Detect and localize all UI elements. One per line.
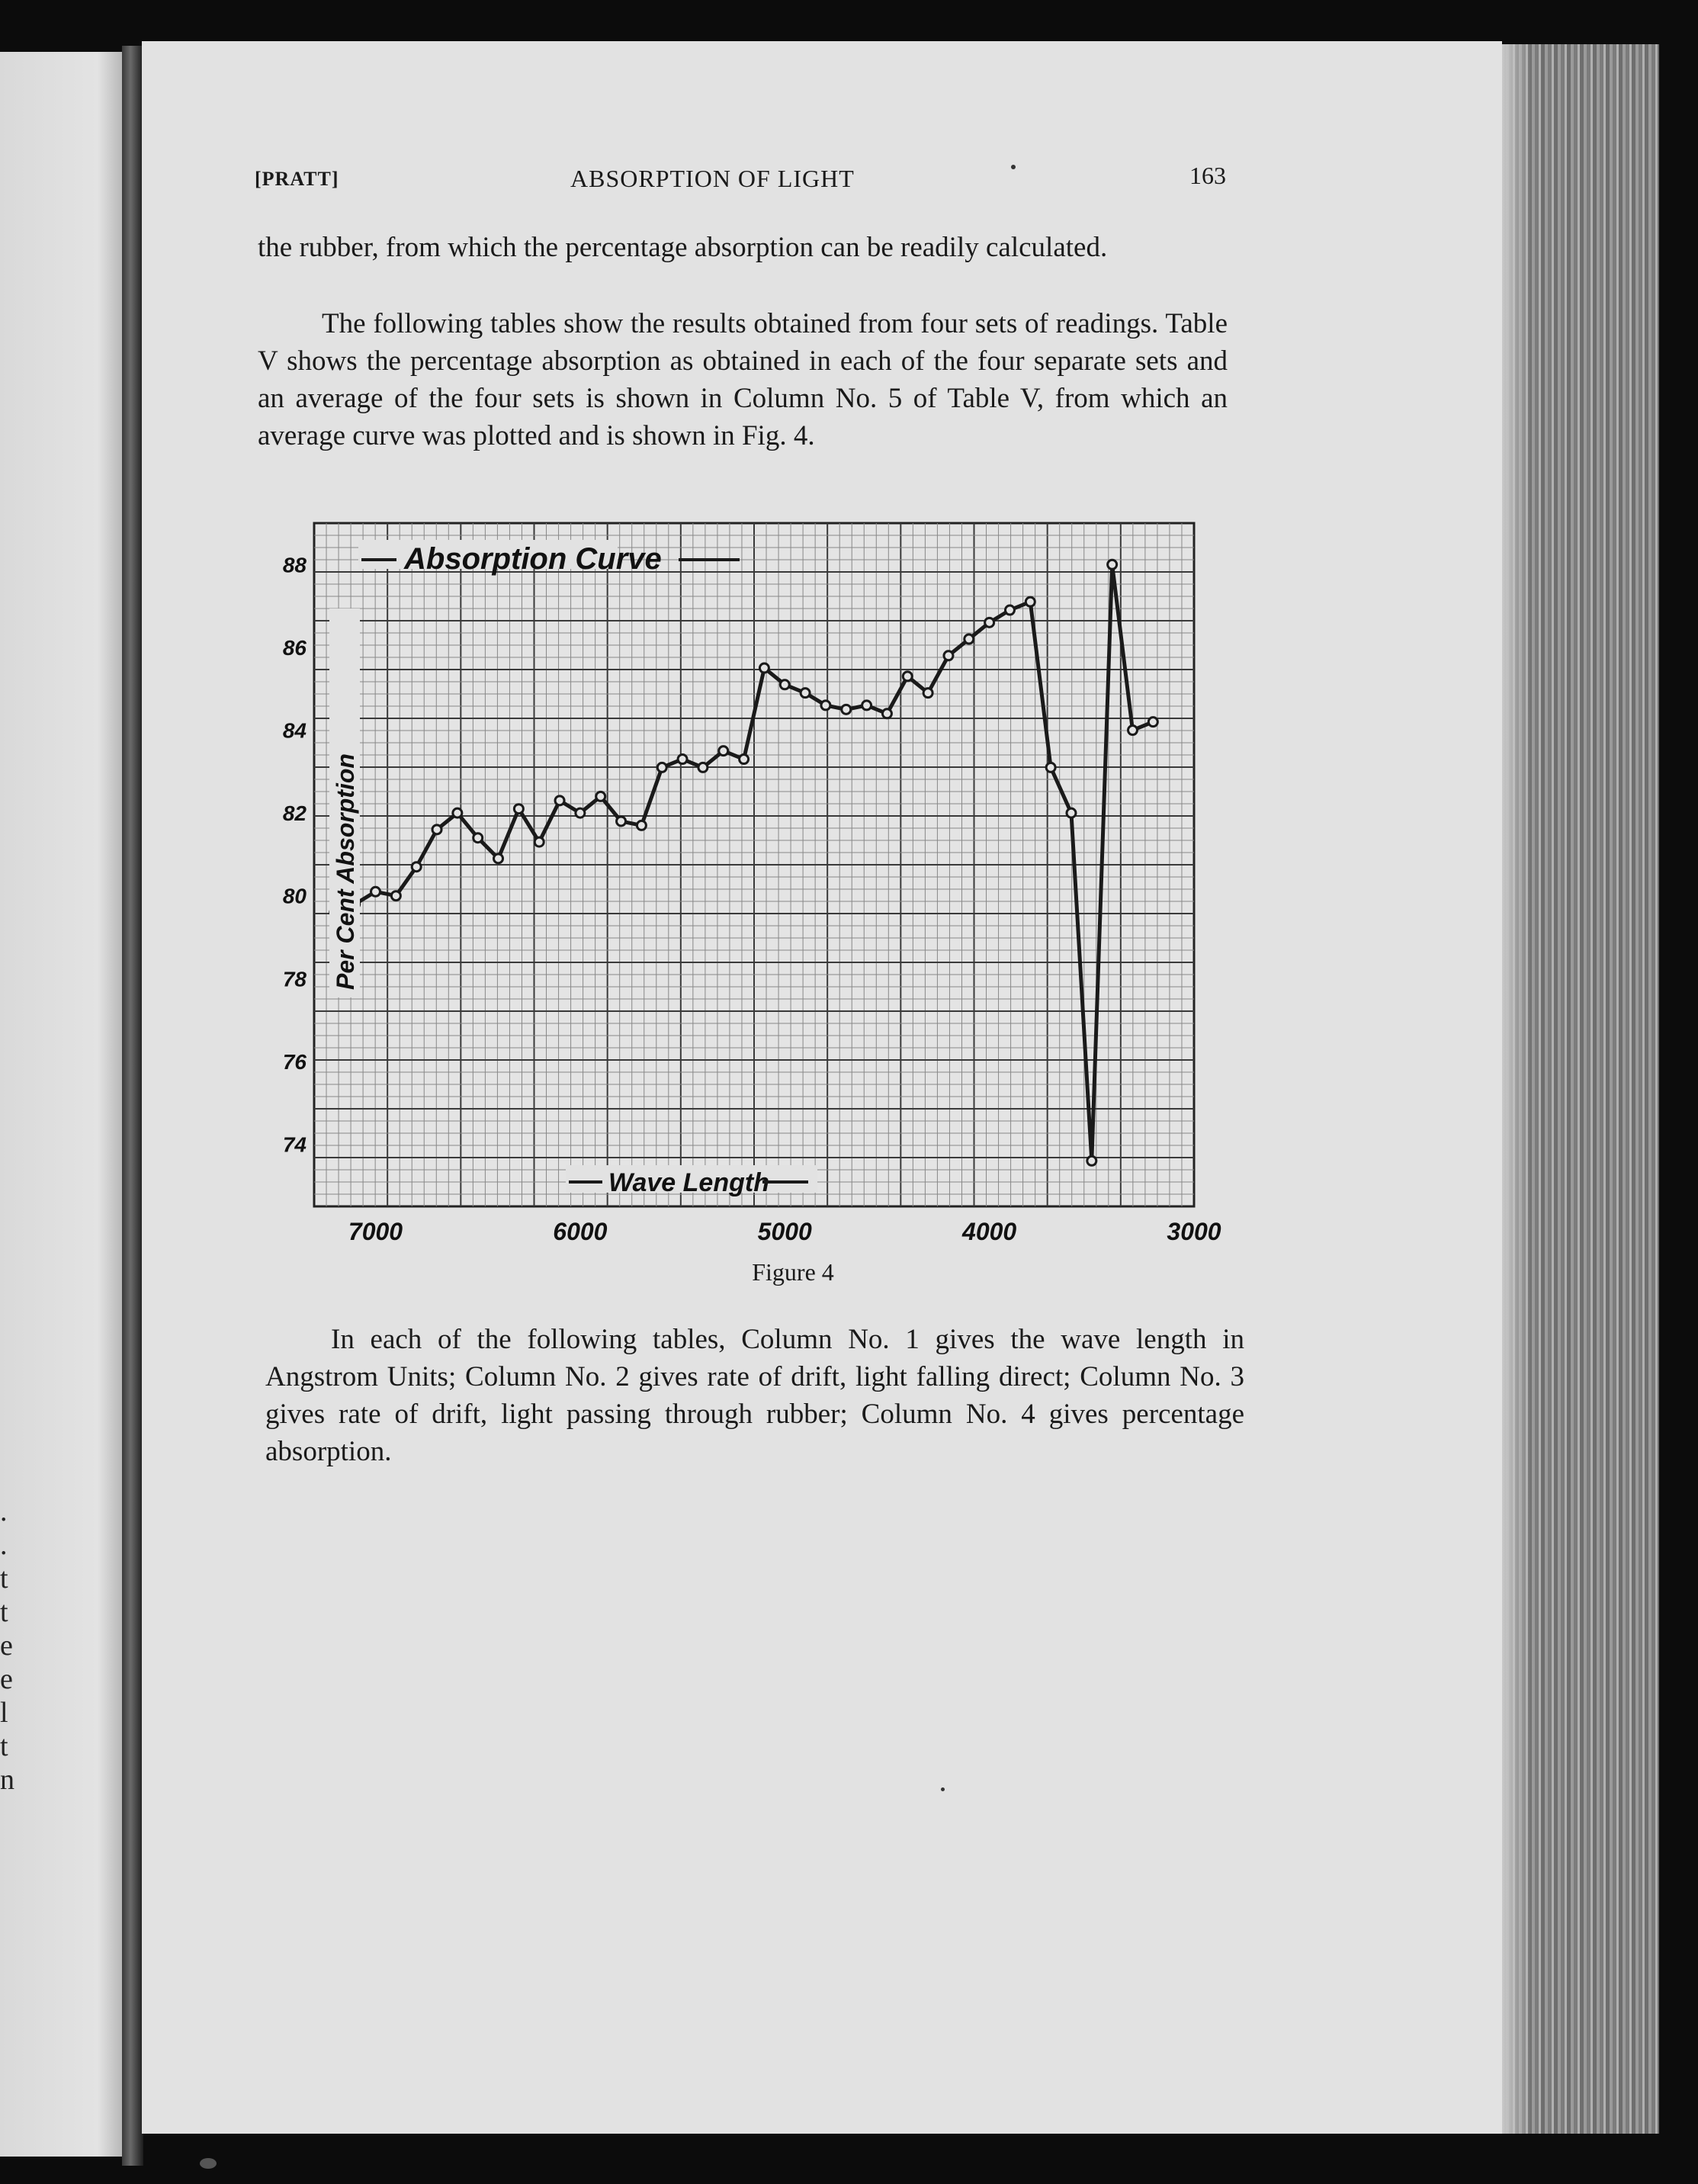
data-point	[985, 618, 994, 627]
header-author: [PRATT]	[255, 168, 339, 190]
y-tick-label: 82	[282, 801, 307, 826]
data-point	[1067, 808, 1076, 817]
data-point	[453, 808, 462, 817]
left-page-fragment: l	[0, 1697, 8, 1729]
y-tick-label: 84	[282, 718, 307, 743]
y-tick-label: 88	[282, 553, 307, 577]
data-point	[882, 709, 891, 718]
data-point	[1005, 605, 1014, 615]
x-tick-label: 5000	[757, 1218, 812, 1245]
speck	[941, 1787, 945, 1791]
data-point	[1128, 726, 1137, 735]
data-point	[719, 747, 728, 756]
page-number: 163	[1189, 162, 1226, 189]
y-axis-label-group	[329, 609, 360, 997]
data-point	[862, 701, 871, 710]
x-tick-label: 4000	[962, 1218, 1017, 1245]
paragraph-3: In each of the following tables, Column No. 1 gives the wave length in Angstrom Units; Column No. 2 gives rate of drift, light falling direct; Column No. 3 gives rate of drift, light passing through rubber; Column No. 4 gives percentage absorption.	[265, 1324, 1244, 1467]
data-point	[555, 796, 564, 805]
data-point	[432, 825, 441, 834]
data-point	[1087, 1156, 1096, 1165]
x-tick-label: 6000	[553, 1218, 608, 1245]
data-point	[534, 837, 544, 846]
left-page-fragment: .	[0, 1529, 8, 1561]
speck	[1011, 165, 1016, 169]
y-tick-label: 76	[282, 1049, 307, 1074]
x-axis-label-group	[566, 1165, 817, 1197]
left-page-edge	[0, 52, 122, 2157]
left-page-fragment: t	[0, 1730, 8, 1762]
data-point	[903, 672, 912, 681]
paragraph-2: The following tables show the results obtained from four sets of readings. Table V shows the percentage absorption as obtained in each of the four separate sets and an average of the four sets is shown in Column No. 5 of Table V, from which an average curve was plotted and is shown in Fig. 4.	[258, 308, 1228, 451]
data-point	[1046, 763, 1055, 772]
book-gutter	[122, 46, 143, 2166]
data-point	[371, 887, 380, 896]
data-point	[698, 763, 708, 772]
data-point	[944, 651, 953, 660]
data-point	[821, 701, 830, 710]
data-point	[801, 689, 810, 698]
data-point	[1108, 560, 1117, 569]
y-tick-label: 80	[282, 884, 307, 908]
figure-caption: Figure 4	[752, 1258, 834, 1286]
y-tick-label: 86	[282, 635, 307, 660]
data-point	[1148, 718, 1157, 727]
data-point	[596, 792, 605, 801]
data-point	[391, 891, 400, 901]
data-point	[780, 680, 789, 689]
left-page-fragment: t	[0, 1596, 8, 1628]
left-page-fragment: t	[0, 1563, 8, 1595]
left-page-fragment: n	[0, 1764, 14, 1796]
data-point	[678, 755, 687, 764]
y-tick-labels	[283, 553, 307, 1156]
data-point	[1026, 597, 1035, 606]
data-point	[657, 763, 666, 772]
bottom-speck	[200, 2158, 217, 2169]
data-point	[514, 805, 523, 814]
left-page-fragment: e	[0, 1663, 13, 1695]
data-point	[740, 755, 749, 764]
data-point	[494, 854, 503, 863]
x-tick-label: 7000	[348, 1218, 403, 1245]
data-point	[412, 862, 421, 872]
header-title: ABSORPTION OF LIGHT	[570, 165, 855, 192]
data-point	[576, 808, 585, 817]
chart-grid	[314, 523, 1194, 1206]
data-point	[473, 833, 483, 843]
y-tick-label: 74	[282, 1132, 307, 1157]
data-point	[842, 705, 851, 714]
left-page-fragment: .	[0, 1495, 8, 1527]
absorption-chart	[282, 517, 1235, 1249]
left-page-fragments	[0, 1495, 15, 1797]
data-point	[965, 634, 974, 644]
left-page-fragment: e	[0, 1630, 13, 1662]
page-edge-shade	[1502, 44, 1533, 2134]
paragraph-1: the rubber, from which the percentage absorption can be readily calculated.	[258, 232, 1108, 263]
x-axis-label: Wave Length	[608, 1168, 769, 1197]
data-point	[637, 821, 646, 830]
running-header	[255, 162, 1226, 195]
data-point	[923, 689, 932, 698]
x-tick-labels	[348, 1218, 1221, 1245]
data-point	[759, 663, 769, 673]
x-tick-label: 3000	[1167, 1218, 1221, 1245]
data-point	[617, 817, 626, 826]
y-tick-label: 78	[282, 967, 307, 991]
y-axis-label: Per Cent Absorption	[332, 753, 359, 990]
chart-title: Absorption Curve	[404, 542, 662, 576]
